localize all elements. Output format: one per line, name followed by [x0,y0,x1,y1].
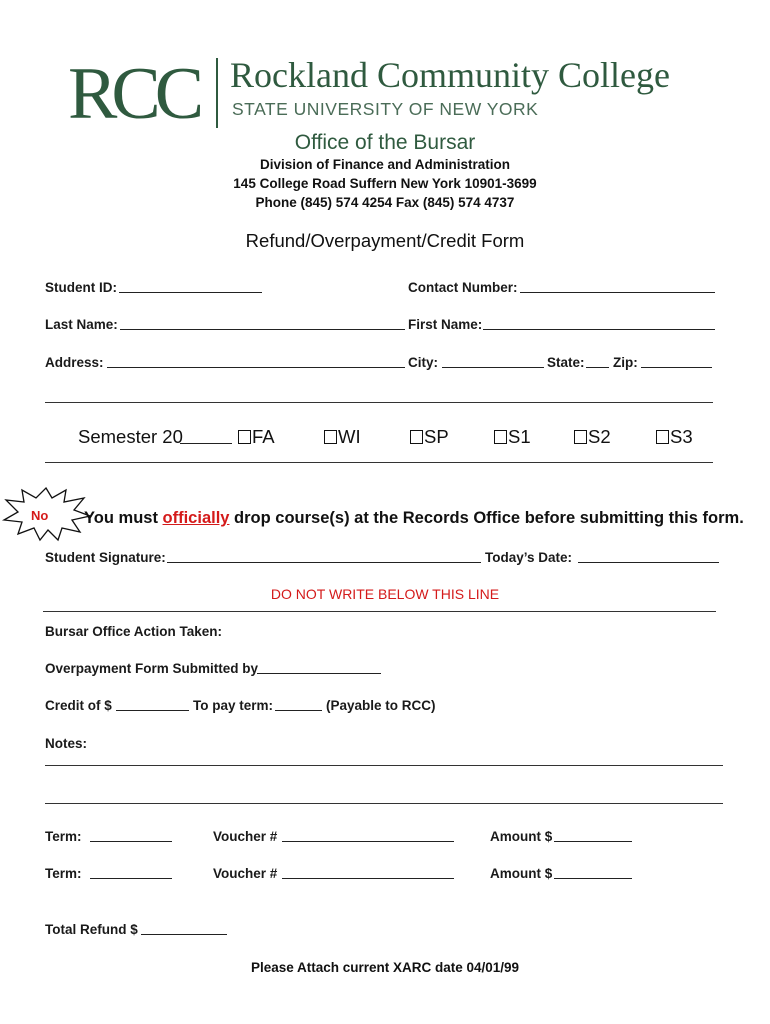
to-pay-term-label: To pay term: [193,698,274,713]
s3-label: S3 [670,426,693,447]
semester-option-s1[interactable] [494,426,531,448]
s1-label: S1 [508,426,531,447]
student-signature-label: Student Signature: [45,550,166,565]
notes-label: Notes: [45,736,88,751]
first-name-field[interactable] [483,329,715,330]
contact-number-label: Contact Number: [408,280,518,295]
credit-amount-field[interactable] [116,710,189,711]
voucher-field[interactable] [282,841,454,842]
notes-line[interactable] [45,765,723,766]
fa-label: FA [252,426,275,447]
state-label: State: [547,355,585,370]
semester-year-field[interactable] [180,443,232,444]
divider-line [45,402,713,403]
semester-option-s3[interactable] [656,426,693,448]
zip-label: Zip: [613,355,638,370]
address-field[interactable] [107,367,405,368]
footer-note: Please Attach current XARC date 04/01/99 [250,960,520,975]
action-taken-label: Bursar Office Action Taken: [45,624,223,639]
term-label: Term: [45,866,82,881]
total-refund-label: Total Refund $ [45,922,138,937]
voucher-label: Voucher # [213,829,278,844]
s2-checkbox[interactable] [574,430,587,444]
drop-course-notice [84,509,744,528]
college-name: Rockland Community College [230,55,670,95]
term-field[interactable] [90,841,172,842]
overpayment-label: Overpayment Form Submitted by [45,661,259,676]
zip-field[interactable] [641,367,712,368]
notes-line[interactable] [45,803,723,804]
divider-line [45,462,713,463]
city-field[interactable] [442,367,544,368]
fa-checkbox[interactable] [238,430,251,444]
overpayment-field[interactable] [257,673,381,674]
wi-checkbox[interactable] [324,430,337,444]
s2-label: S2 [588,426,611,447]
contact-number-field[interactable] [520,292,715,293]
payable-to-label: (Payable to RCC) [326,698,436,713]
semester-option-wi[interactable] [324,426,361,448]
amount-field[interactable] [554,841,632,842]
wi-label: WI [338,426,361,447]
notice-emphasis: officially [162,509,230,527]
sp-checkbox[interactable] [410,430,423,444]
division-line: Division of Finance and Administration [259,157,511,172]
first-name-label: First Name: [408,317,483,332]
no-badge-text: No [31,508,49,523]
term-label: Term: [45,829,82,844]
notice-before: You must [84,509,163,527]
student-signature-field[interactable] [167,562,481,563]
system-name: STATE UNIVERSITY OF NEW YORK [232,99,539,119]
city-label: City: [408,355,438,370]
term-field[interactable] [90,878,172,879]
todays-date-label: Today’s Date: [485,550,573,565]
amount-field[interactable] [554,878,632,879]
address-label: Address: [45,355,104,370]
voucher-field[interactable] [282,878,454,879]
amount-label: Amount $ [490,829,553,844]
logo-divider [216,58,218,128]
todays-date-field[interactable] [578,562,719,563]
last-name-field[interactable] [120,329,405,330]
notice-after: drop course(s) at the Records Office before submitting this form. [229,509,744,527]
semester-option-sp[interactable] [410,426,449,448]
last-name-label: Last Name: [45,317,118,332]
credit-of-label: Credit of $ [45,698,112,713]
form-title: Refund/Overpayment/Credit Form [245,230,525,251]
to-pay-term-field[interactable] [275,710,322,711]
sp-label: SP [424,426,449,447]
phone-line: Phone (845) 574 4254 Fax (845) 574 4737 [255,195,515,210]
do-not-write-notice: DO NOT WRITE BELOW THIS LINE [270,586,500,602]
address-line: 145 College Road Suffern New York 10901-3699 [233,176,537,191]
office-title: Office of the Bursar [294,131,476,154]
divider-line [43,611,716,612]
amount-label: Amount $ [490,866,553,881]
rcc-logo-mark: RCC [68,53,199,135]
semester-option-fa[interactable] [238,426,275,448]
state-field[interactable] [586,367,609,368]
student-id-label: Student ID: [45,280,117,295]
total-refund-field[interactable] [141,934,227,935]
s1-checkbox[interactable] [494,430,507,444]
semester-label: Semester 20 [78,426,183,447]
semester-option-s2[interactable] [574,426,611,448]
student-id-field[interactable] [119,292,262,293]
voucher-label: Voucher # [213,866,278,881]
s3-checkbox[interactable] [656,430,669,444]
